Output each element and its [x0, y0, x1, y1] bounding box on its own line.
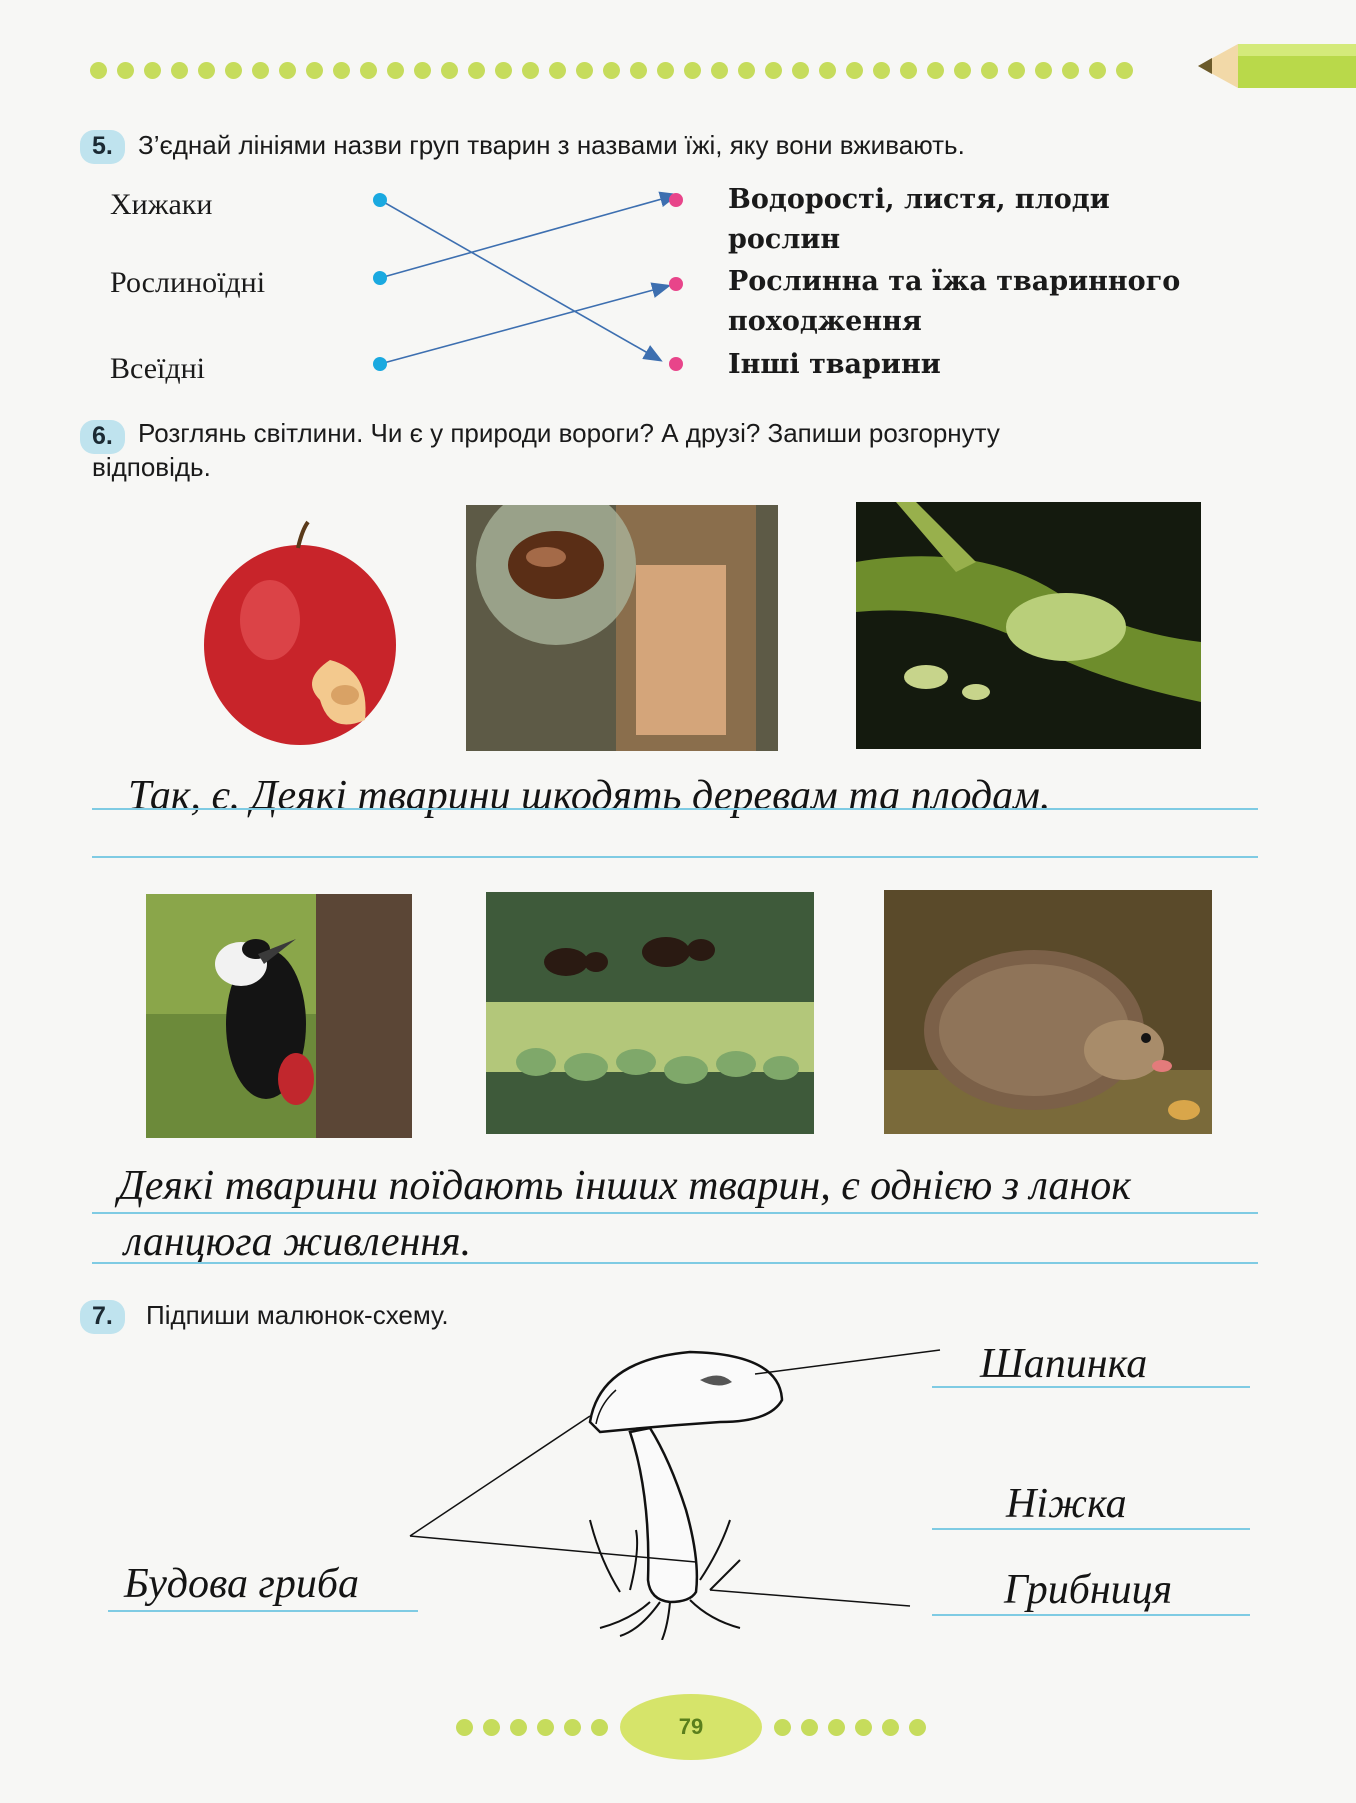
label-stem: Ніжка: [1006, 1481, 1127, 1527]
writing-line: [92, 856, 1258, 858]
left-dot-3: [373, 357, 387, 371]
writing-line: [932, 1614, 1250, 1616]
page-number: 79: [620, 1694, 762, 1760]
writing-line: [932, 1386, 1250, 1388]
right-dot-2: [669, 277, 683, 291]
mushroom-diagram: [400, 1340, 1020, 1640]
group-herbivores: Рослиноїдні: [110, 266, 266, 299]
ants-aphids-photo: [486, 892, 814, 1134]
answer-line-2: Деякі тварини поїдають інших тварин, є однією з ланок: [118, 1163, 1131, 1209]
aphid-photo: [856, 502, 1201, 749]
answer-line-1: Так, є. Деякі тварини шкодять деревам та плодам.: [128, 773, 1051, 819]
food-plants: Водорості, листя, плоди рослин: [728, 184, 1110, 255]
left-dot-2: [373, 271, 387, 285]
task-5-number: 5.: [80, 130, 125, 164]
food-mixed: Рослинна та їжа тваринного походження: [728, 266, 1181, 337]
task-6-number: 6.: [80, 420, 125, 454]
task-5-instruction: З’єднай лініями назви груп тварин з назвами їжі, яку вони вживають.: [138, 130, 965, 160]
writing-line: [108, 1610, 418, 1612]
task-6-instruction: Розглянь світлини. Чи є у природи вороги? А друзі? Запиши розгорнуту відповідь.: [92, 418, 1000, 482]
label-mycelium: Грибниця: [1004, 1567, 1173, 1613]
group-omnivores: Всеїдні: [110, 352, 205, 385]
group-predators: Хижаки: [110, 188, 213, 221]
food-other-animals: Інші тварини: [728, 349, 941, 380]
page-number-footer: [456, 1694, 936, 1760]
answer-line-3: ланцюга живлення.: [124, 1219, 472, 1265]
writing-line: [92, 808, 1258, 810]
tree-beetle-photo: [466, 505, 778, 751]
label-mushroom-structure: Будова гриба: [124, 1561, 359, 1607]
writing-line: [92, 1212, 1258, 1214]
right-dot-1: [669, 193, 683, 207]
hedgehog-photo: [884, 890, 1212, 1134]
writing-line: [92, 1262, 1258, 1264]
woodpecker-photo: [146, 894, 412, 1138]
task-7-number: 7.: [80, 1300, 125, 1334]
apple-photo: [180, 520, 410, 750]
right-dot-3: [669, 357, 683, 371]
label-cap: Шапинка: [980, 1341, 1148, 1387]
writing-line: [932, 1528, 1250, 1530]
matching-lines: [0, 0, 1356, 420]
task-7-instruction: Підпиши малюнок-схему.: [146, 1300, 449, 1330]
left-dot-1: [373, 193, 387, 207]
